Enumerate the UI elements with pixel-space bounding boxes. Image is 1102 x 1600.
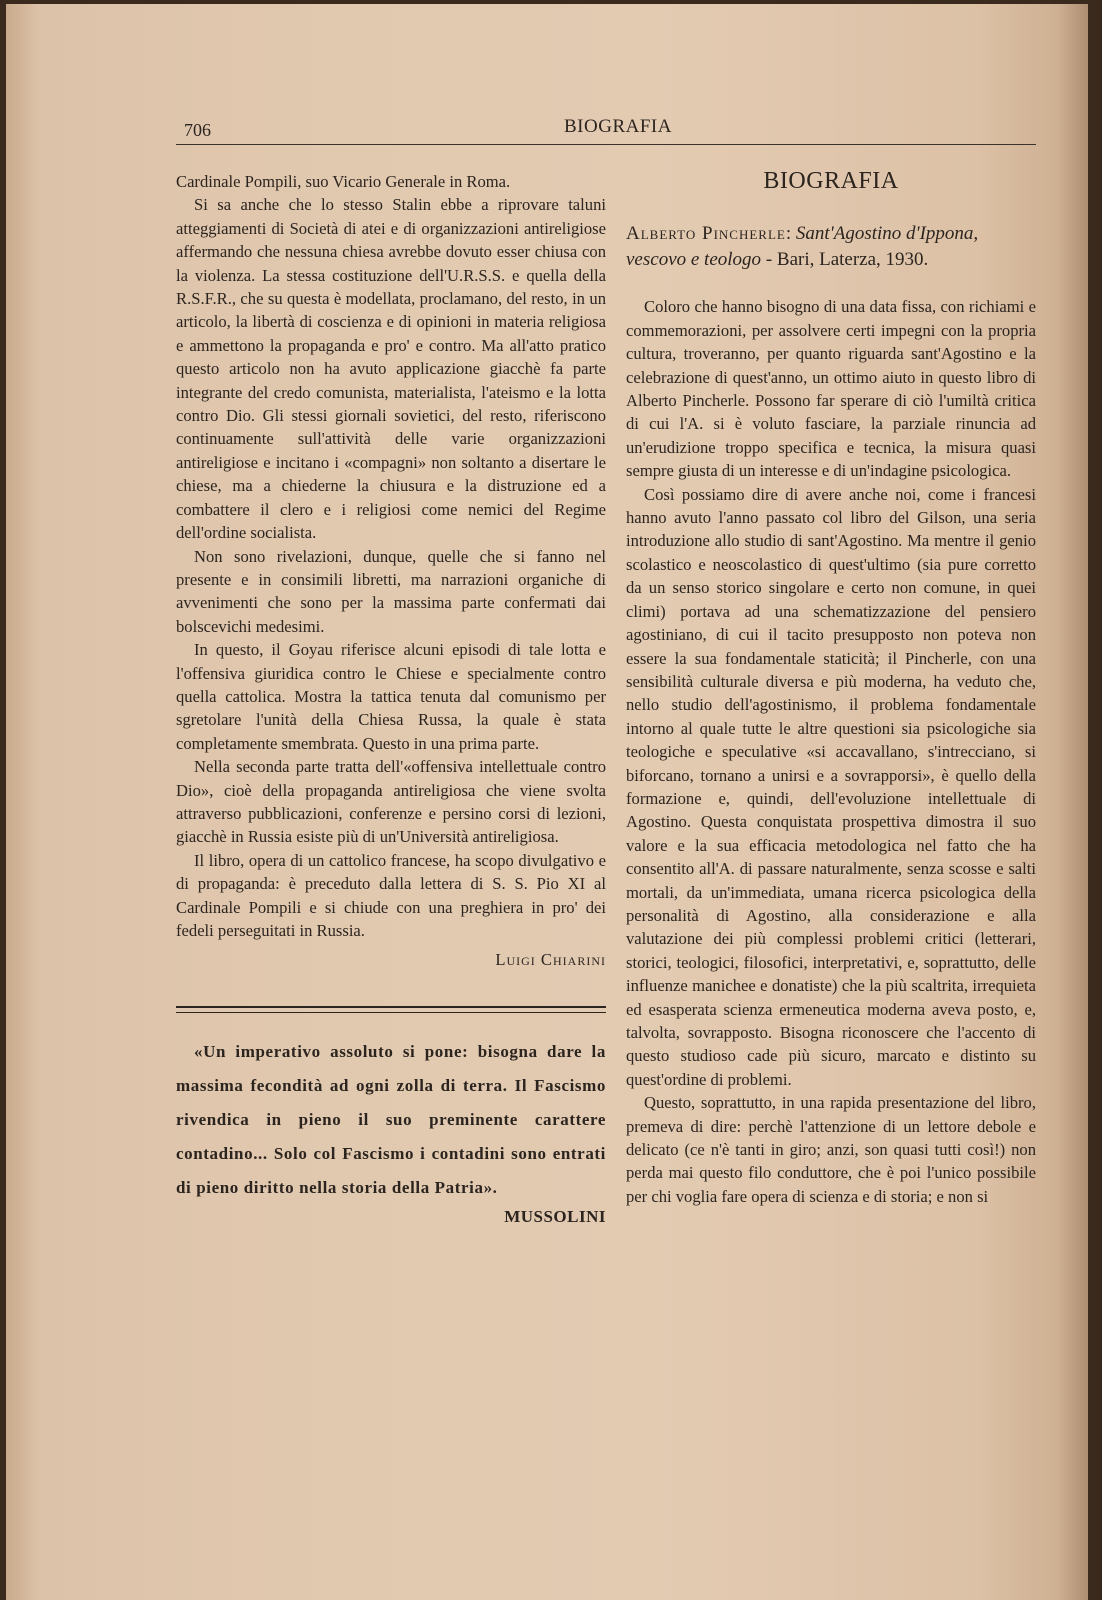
mussolini-quote: «Un imperativo assoluto si pone: bisogna dare la massima fecondità ad ogni zolla di terra. Il Fascismo rivendica in pieno il suo preminente carattere contadino... Solo col Fascismo i contadini sono entrati di pieno diritto nella storia della Patria». — [176, 1041, 606, 1197]
right-column — [626, 170, 1036, 1208]
paragraph: Il libro, opera di un cattolico francese, ha scopo divulgativo e di propaganda: è preceduto dalla lettera di S. S. Pio XI al Cardinale Pompili e si chiude con una preghiera in pro' dei fedeli perseguitati in Russia. — [176, 850, 606, 940]
quote-author: MUSSOLINI — [504, 1206, 606, 1226]
paragraph: Non sono rivelazioni, dunque, quelle che si fanno nel presente e in consimili libretti, ma narrazioni organiche di avvenimenti che sono per la massima parte confermati dai bolscevichi medesimi. — [176, 546, 606, 636]
section-title: BIOGRAFIA — [763, 168, 899, 194]
paragraph: Cardinale Pompili, suo Vicario Generale in Roma. — [176, 172, 511, 191]
paragraph: In questo, il Goyau riferisce alcuni episodi di tale lotta e l'offensiva giuridica contro le Chiese e specialmente contro quella cattolica. Mostra la tattica tenuta dal comunismo per sgretolare l'unità della Chiesa Russa, la quale è stata completamente smembrata. Questo in una prima parte. — [176, 640, 606, 753]
double-rule-divider — [176, 1006, 606, 1013]
book-reference: Alberto Pincherle: Sant'Agostino d'Ippona, vescovo e teologo - Bari, Laterza, 1930. — [626, 223, 979, 271]
page-number: 706 — [184, 120, 211, 140]
paragraph: Questo, soprattutto, in una rapida presentazione del libro, premeva di dire: perchè l'attenzione di un lettore debole e delicato (ce n'è tanti in giro; anzi, son quasi tutti così!) non perda mai questo filo conduttore, che è poi l'unico possibile per chi voglia fare opera di scienza e di storia; e non si — [626, 1093, 1036, 1206]
paragraph: Così possiamo dire di avere anche noi, come i francesi hanno avuto l'anno passato col libro del Gilson, una seria introduzione allo studio di sant'Agostino. Ma mentre il genio scolastico e neoscolastico di quest'ultimo (sia pure corretto da un senso storico singolare e certo non comune, in quei climi) portava ad una schematizzazione del pensiero agostiniano, di cui il tacito presupposto non poteva non essere la sua fondamentale staticità; il Pincherle, con una sensibilità culturale diversa e più moderna, ha veduto che, nello studio dell'agostinismo, il problema fondamentale intorno al quale tutte le altre questioni sia psicologiche sia teologiche e speculative «si accavallano, s'intrecciano, si biforcano, tornano a unirsi e a sovrapporsi», è quello della formazione e, quindi, dell'evoluzione intellettuale di Agostino. Questa conquistata prospettiva dimostra il suo valore e la sua efficacia metodologica nel fatto che ha consentito all'A. di passare naturalmente, senza scosse e salti mortali, da un'immediata, umana ricerca psicologica della personalità di Agostino, alla considerazione e alla valutazione dei più complessi problemi critici (letterari, storici, teologici, filosofici, interpretativi, e, soprattutto, delle influenze manichee e donatiste) che la più scaltrita, irrequieta ed esasperata scienza ermeneutica moderna aveva posto, e, talvolta, sovrapposto. Bisogna riconoscere che l'accento di questo studioso cade più sicuro, marcato e distinto su quest'ordine di problemi. — [626, 484, 1036, 1089]
book-author: Alberto Pincherle — [626, 223, 786, 245]
review-signature: Luigi Chiarini — [495, 950, 606, 970]
running-title: BIOGRAFIA — [564, 116, 672, 137]
book-publication: - Bari, Laterza, 1930. — [761, 249, 929, 271]
left-column — [176, 170, 606, 1228]
book-page — [6, 4, 1088, 1600]
paragraph: Si sa anche che lo stesso Stalin ebbe a riprovare taluni atteggiamenti di Società di atei e di organizzazioni antireligiose affermando che nessuna chiesa avrebbe dovuto esser chiusa con la violenza. La stessa costituzione dell'U.R.S.S. e quella della R.S.F.R., che su questa è modellata, proclamano, del resto, in un articolo, la libertà di coscienza e di opinioni in materia religiosa e ammettono la propaganda e pro' e contro. Ma all'atto pratico questo articolo non ha avuto applicazione giacchè fa parte integrante del credo comunista, materialista, l'ateismo e la lotta contro Dio. Gli stessi giornali sovietici, del resto, riferiscono continuamente sull'attività delle varie organizzazioni antireligiose e incitano i «compagni» non soltanto a disertare le chiese, ma a chiederne la chiusura e la distruzione ed a combattere il clero e i religiosi come nemici del Regime dell'ordine socialista. — [176, 195, 606, 543]
header-rule — [176, 144, 1036, 145]
paragraph: Coloro che hanno bisogno di una data fissa, con richiami e commemorazioni, per assolvere certi impegni con la propria cultura, troveranno, per quanto riguarda sant'Agostino e la celebrazione di quest'anno, un ottimo aiuto in questo libro di Alberto Pincherle. Possono far sperare di ciò l'umiltà critica di cui l'A. si è voluto fasciare, la parziale rinuncia ad un'erudizione troppo specifica e tecnica, la misura quasi sempre giusta di un interesse e di un'indagine psicologica. — [626, 297, 1036, 481]
running-head — [176, 114, 1036, 144]
paragraph: Nella seconda parte tratta dell'«offensiva intellettuale contro Dio», cioè della propaganda antireligiosa che viene svolta attraverso pubblicazioni, conferenze e persino corsi di lezioni, giacchè in Russia esiste più di un'Università antireligiosa. — [176, 757, 606, 847]
book-title: Sant'Agostino d'Ippona, vescovo e teologo — [626, 223, 979, 271]
